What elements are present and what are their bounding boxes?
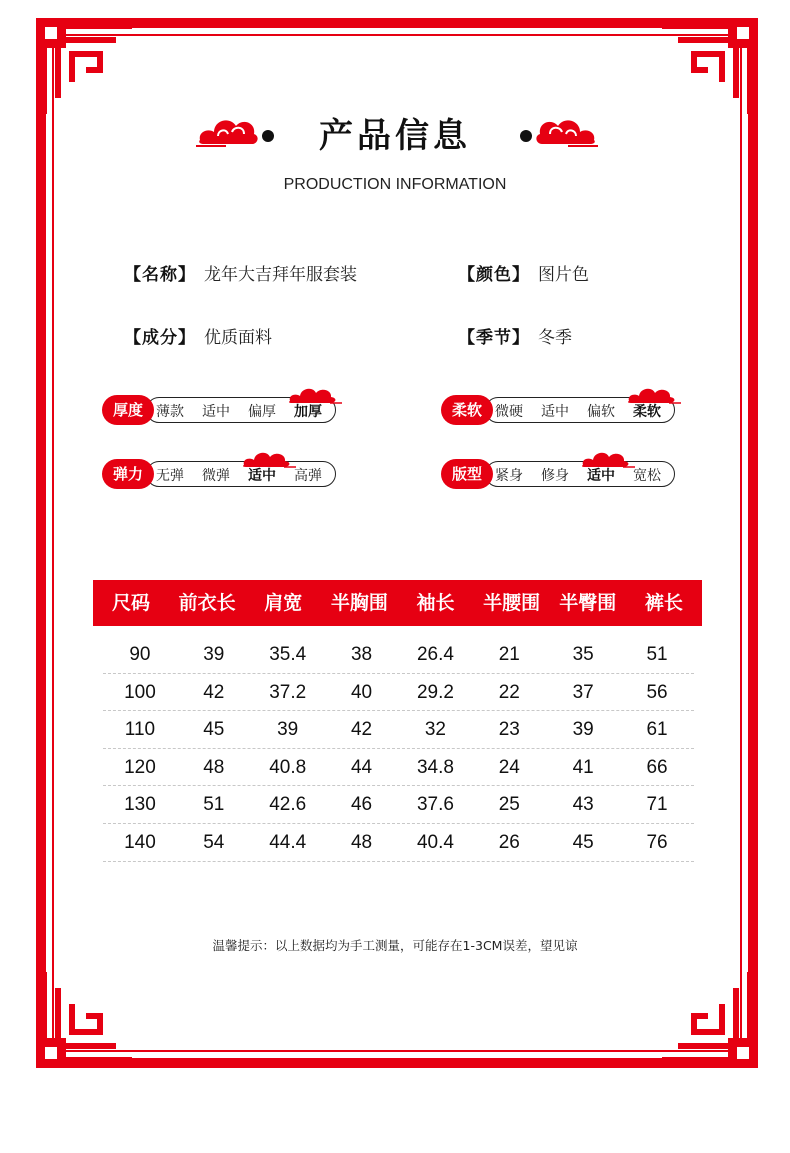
- table-cell: 39: [277, 719, 299, 741]
- title-row: [0, 108, 790, 158]
- table-cell: 24: [498, 756, 520, 778]
- info-season: [458, 323, 572, 348]
- page-title: 产品信息: [319, 116, 471, 156]
- table-header-cell: 半胸围: [330, 592, 388, 614]
- attribute-label: 柔软: [441, 395, 493, 425]
- attribute-label: 厚度: [102, 395, 154, 425]
- title-dot: [262, 130, 274, 142]
- table-cell: 51: [203, 794, 225, 816]
- info-name: [124, 260, 357, 285]
- attribute-option: 薄款: [156, 404, 184, 420]
- fret-corner-ornament: [658, 18, 758, 118]
- table-cell: 90: [129, 644, 151, 665]
- table-cell: 40: [350, 681, 373, 703]
- table-header-cell: 半腰围: [483, 592, 541, 614]
- name-value: 龙年大吉拜年服套装: [204, 265, 357, 285]
- table-cell: 26: [498, 831, 520, 853]
- table-header: [93, 580, 702, 626]
- table-cell: 54: [203, 831, 225, 853]
- table-row: [103, 711, 694, 749]
- table-header-cell: 前衣长: [178, 592, 236, 614]
- table-header-cell: 袖长: [416, 592, 455, 614]
- table-cell: 76: [646, 831, 668, 853]
- table-row: [103, 749, 694, 787]
- color-label: 【颜色】: [458, 265, 530, 285]
- attribute-option: 无弹: [156, 468, 184, 484]
- attribute-option-selected: 适中: [587, 468, 615, 484]
- table-cell: 44: [350, 756, 373, 778]
- season-value: 冬季: [538, 328, 572, 348]
- table-cell: 35: [572, 644, 594, 665]
- table-cell: 25: [498, 794, 520, 816]
- table-row: [103, 674, 694, 712]
- attribute-option: 微硬: [495, 404, 523, 420]
- table-cell: 42: [203, 681, 225, 703]
- attribute-option-selected: 柔软: [633, 404, 661, 420]
- table-cell: 39: [572, 719, 594, 741]
- table-cell: 61: [646, 719, 668, 741]
- table-cell: 48: [203, 756, 225, 778]
- table-cell: 48: [350, 831, 373, 853]
- fret-corner-ornament: [36, 968, 136, 1068]
- table-cell: 120: [124, 756, 156, 778]
- attribute-option: 宽松: [633, 468, 661, 484]
- material-label: 【成分】: [124, 328, 196, 348]
- table-cell: 38: [350, 644, 373, 665]
- table-cell: 39: [203, 644, 225, 665]
- table-cell: 41: [572, 756, 594, 778]
- table-cell: 21: [498, 644, 520, 665]
- table-cell: 44.4: [269, 831, 307, 853]
- fret-corner-ornament: [36, 18, 136, 118]
- attribute-option: 适中: [202, 404, 230, 420]
- attribute-option: 修身: [541, 468, 569, 484]
- attribute-elasticity: [102, 459, 338, 489]
- table-row: [103, 786, 694, 824]
- table-cell: 22: [498, 681, 520, 703]
- season-label: 【季节】: [458, 328, 530, 348]
- page-subtitle: PRODUCTION INFORMATION: [283, 176, 507, 193]
- table-cell: 66: [646, 756, 668, 778]
- attribute-label: 弹力: [102, 459, 154, 489]
- table-row: [103, 636, 694, 674]
- info-material: [124, 323, 272, 348]
- attribute-option: 适中: [541, 404, 569, 420]
- attribute-option: 高弹: [294, 468, 322, 484]
- table-cell: 100: [124, 681, 156, 703]
- attribute-thickness: [102, 395, 338, 425]
- table-header-cell: 裤长: [644, 592, 683, 614]
- table-cell: 37: [572, 681, 594, 703]
- table-cell: 42: [350, 719, 373, 741]
- table-cell: 26.4: [416, 644, 454, 665]
- table-cell: 140: [124, 831, 156, 853]
- fret-corner-ornament: [658, 968, 758, 1068]
- table-cell: 56: [646, 681, 668, 703]
- table-cell: 46: [350, 794, 373, 816]
- attribute-option: 紧身: [495, 468, 523, 484]
- material-value: 优质面料: [204, 328, 272, 348]
- table-cell: 45: [572, 831, 594, 853]
- auspicious-cloud-icon: [532, 110, 598, 150]
- table-cell: 32: [424, 719, 446, 741]
- color-value: 图片色: [538, 265, 589, 285]
- table-cell: 37.6: [416, 794, 454, 816]
- table-cell: 45: [203, 719, 225, 741]
- table-cell: 37.2: [269, 681, 307, 703]
- table-cell: 110: [124, 719, 156, 741]
- table-cell: 71: [646, 794, 668, 816]
- table-header-cell: 半臀围: [559, 592, 617, 614]
- name-label: 【名称】: [124, 265, 196, 285]
- table-cell: 35.4: [269, 644, 307, 665]
- table-header-cell: 肩宽: [264, 592, 303, 614]
- measurement-tip: 温馨提示：以上数据均为手工测量，可能存在1-3CM误差，望见谅: [212, 938, 578, 953]
- attribute-option: 偏厚: [248, 404, 276, 420]
- table-cell: 29.2: [416, 681, 454, 703]
- table-row: [103, 824, 694, 862]
- table-cell: 34.8: [416, 756, 454, 778]
- attribute-option-selected: 加厚: [294, 404, 322, 420]
- title-dot: [520, 130, 532, 142]
- table-cell: 40.4: [416, 831, 454, 853]
- size-table: [93, 580, 702, 862]
- attribute-label: 版型: [441, 459, 493, 489]
- attribute-option: 微弹: [202, 468, 230, 484]
- auspicious-cloud-icon: [196, 110, 262, 150]
- table-cell: 40.8: [269, 756, 307, 778]
- info-color: [458, 260, 589, 285]
- attribute-option: 偏软: [587, 404, 615, 420]
- table-cell: 43: [572, 794, 594, 816]
- attribute-fit: [441, 459, 677, 489]
- table-cell: 51: [646, 644, 668, 665]
- table-cell: 130: [124, 794, 156, 816]
- table-cell: 42.6: [269, 794, 307, 816]
- attribute-option-selected: 适中: [248, 468, 276, 484]
- table-cell: 23: [498, 719, 520, 741]
- table-body: [93, 626, 702, 862]
- table-header-cell: 尺码: [112, 592, 151, 614]
- attribute-softness: [441, 395, 677, 425]
